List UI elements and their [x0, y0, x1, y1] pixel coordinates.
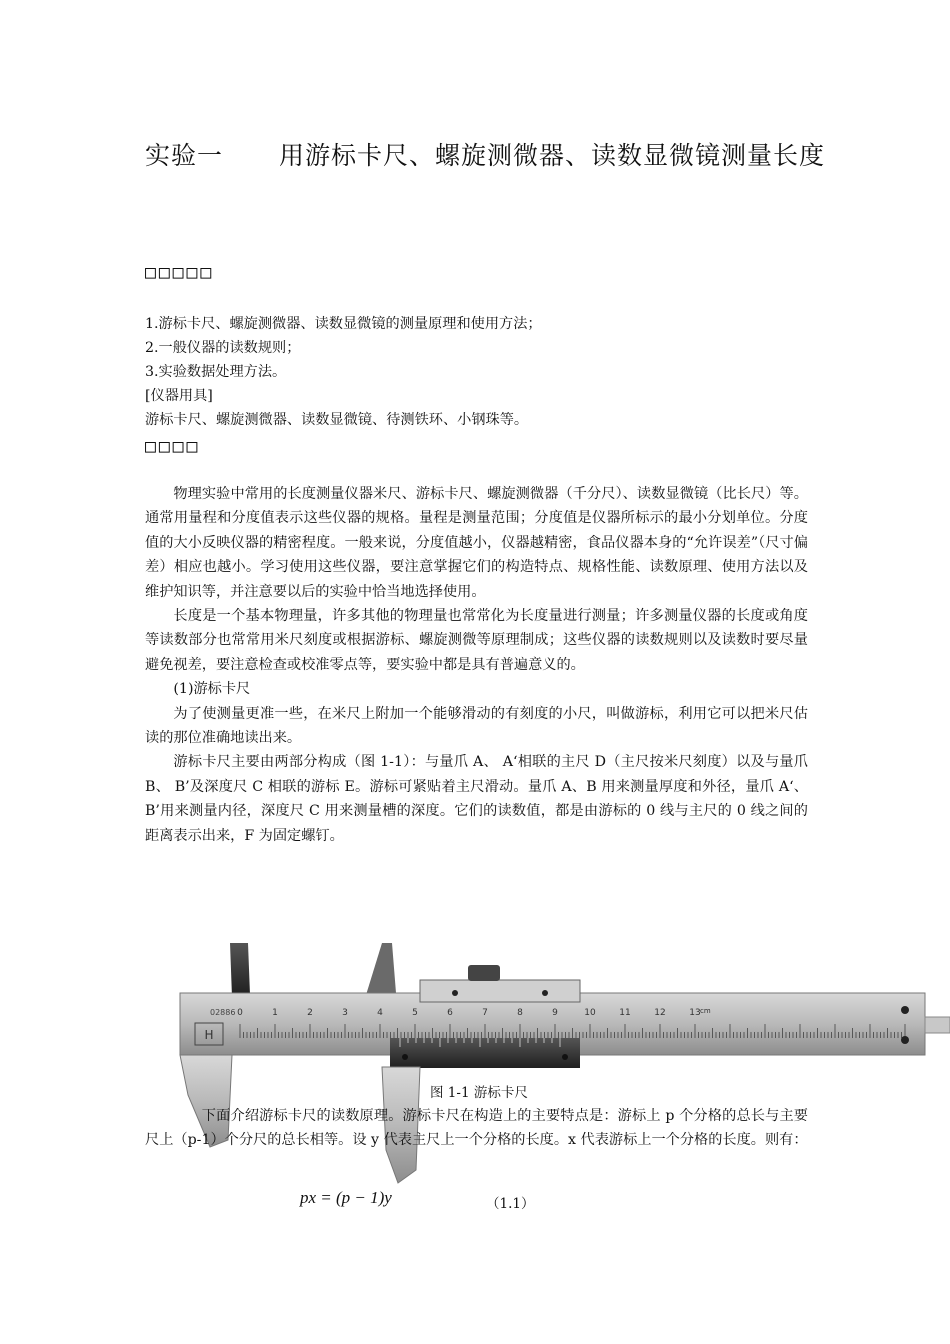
title-part2: 用游标卡尺、螺旋测微器、读数显微镜测量长度 [279, 141, 826, 170]
title-part1: 实验一 [145, 141, 224, 170]
scale-number: 7 [482, 1008, 488, 1018]
body-text [145, 482, 808, 848]
scale-number: 0 [237, 1008, 243, 1018]
scale-number: 2 [307, 1008, 313, 1018]
scale-number: 5 [412, 1008, 418, 1018]
paragraph: 游标卡尺主要由两部分构成（图 1-1）：与量爪 A、 A‘相联的主尺 D（主尺按米尺刻度）以及与量爪 B、 B’及深度尺 C 相联的游标 E。游标可紧贴着主尺滑动。量爪 A、B 用来测量厚度和外径，量爪 A‘、B’用来测量内径，深度尺 C 用来测量槽的深度。它们的读数值，都是由游标的 0 线与主尺的 0 线之间的距离表示出来，F 为固定螺钉。 [145, 754, 808, 844]
unit-label: cm [700, 1007, 711, 1015]
depth-rod [925, 1017, 950, 1033]
equation-number: （1.1） [486, 1196, 535, 1212]
scale-number: 1 [272, 1008, 278, 1018]
scale-number: 8 [517, 1008, 523, 1018]
instruments-text: 游标卡尺、螺旋测微器、读数显微镜、待测铁环、小钢珠等。 [145, 412, 529, 428]
section-heading-objectives: □□□□□ [145, 262, 215, 283]
body-text-after [145, 1104, 808, 1153]
scale-number: 10 [584, 1008, 596, 1018]
scale-number: 12 [654, 1008, 666, 1018]
paragraph: 下面介绍游标卡尺的读数原理。游标卡尺在构造上的主要特点是：游标上 p 个分格的总长与主要尺上（p-1）个分尺的总长相等。设 y 代表主尺上一个分格的长度。x 代表游标上一个分格的长度。则有： [145, 1108, 808, 1149]
scale-number: 4 [377, 1008, 383, 1018]
paragraph: 长度是一个基本物理量，许多其他的物理量也常常化为长度量进行测量；许多测量仪器的长度或角度等读数部分也常常用米尺刻度或根据游标、螺旋测微等原理制成；这些仪器的读数规则以及读数时要尽量避免视差，要注意检查或校准零点等，要实验中都是具有普遍意义的。 [145, 608, 808, 673]
brand-code: 02886 [210, 1008, 236, 1017]
page-title [145, 136, 825, 172]
paragraph: 为了使测量更准一些，在米尺上附加一个能够滑动的有刻度的小尺，叫做游标，利用它可以把米尺估读的那位准确地读出来。 [145, 705, 808, 747]
paragraph: (1)游标卡尺 [173, 681, 251, 698]
upper-fixed-jaw [230, 943, 250, 997]
scale-number: 13 [689, 1008, 701, 1018]
objective-item: 2.一般仪器的读数规则； [145, 340, 301, 356]
paragraph: 物理实验中常用的长度测量仪器米尺、游标卡尺、螺旋测微器（千分尺）、读数显微镜（比长尺）等。通常用量程和分度值表示这些仪器的规格。量程是测量范围；分度值是仪器所标示的最小分划单位。分度值的大小反映仪器的精密程度。一般来说，分度值越小，仪器越精密，食品仪器本身的“允许误差”（尺寸偏差）相应也越小。学习使用这些仪器，要注意掌握它们的构造特点、规格性能、读数原理、使用方法以及维护知识等，并注意要以后的实验中恰当地选择使用。 [145, 486, 808, 600]
fixing-screw [468, 965, 500, 981]
scale-number: 11 [619, 1008, 631, 1018]
scale-number: 6 [447, 1008, 453, 1018]
upper-sliding-jaw [366, 943, 396, 995]
formula: px = (p − 1)y [300, 1188, 392, 1207]
slider-top [420, 980, 580, 1002]
section-heading-principle: □□□□ [145, 436, 201, 457]
objective-item: 1.游标卡尺、螺旋测微器、读数显微镜的测量原理和使用方法； [145, 316, 542, 332]
objective-item: 3.实验数据处理方法。 [145, 364, 287, 380]
instruments-heading: [仪器用具] [145, 388, 213, 404]
scale-number: 9 [552, 1008, 558, 1018]
scale-number: 3 [342, 1008, 348, 1018]
figure-caption: 图 1-1 游标卡尺 [430, 1085, 528, 1101]
svg-text:H: H [204, 1028, 214, 1042]
vernier-scale [390, 1038, 580, 1068]
